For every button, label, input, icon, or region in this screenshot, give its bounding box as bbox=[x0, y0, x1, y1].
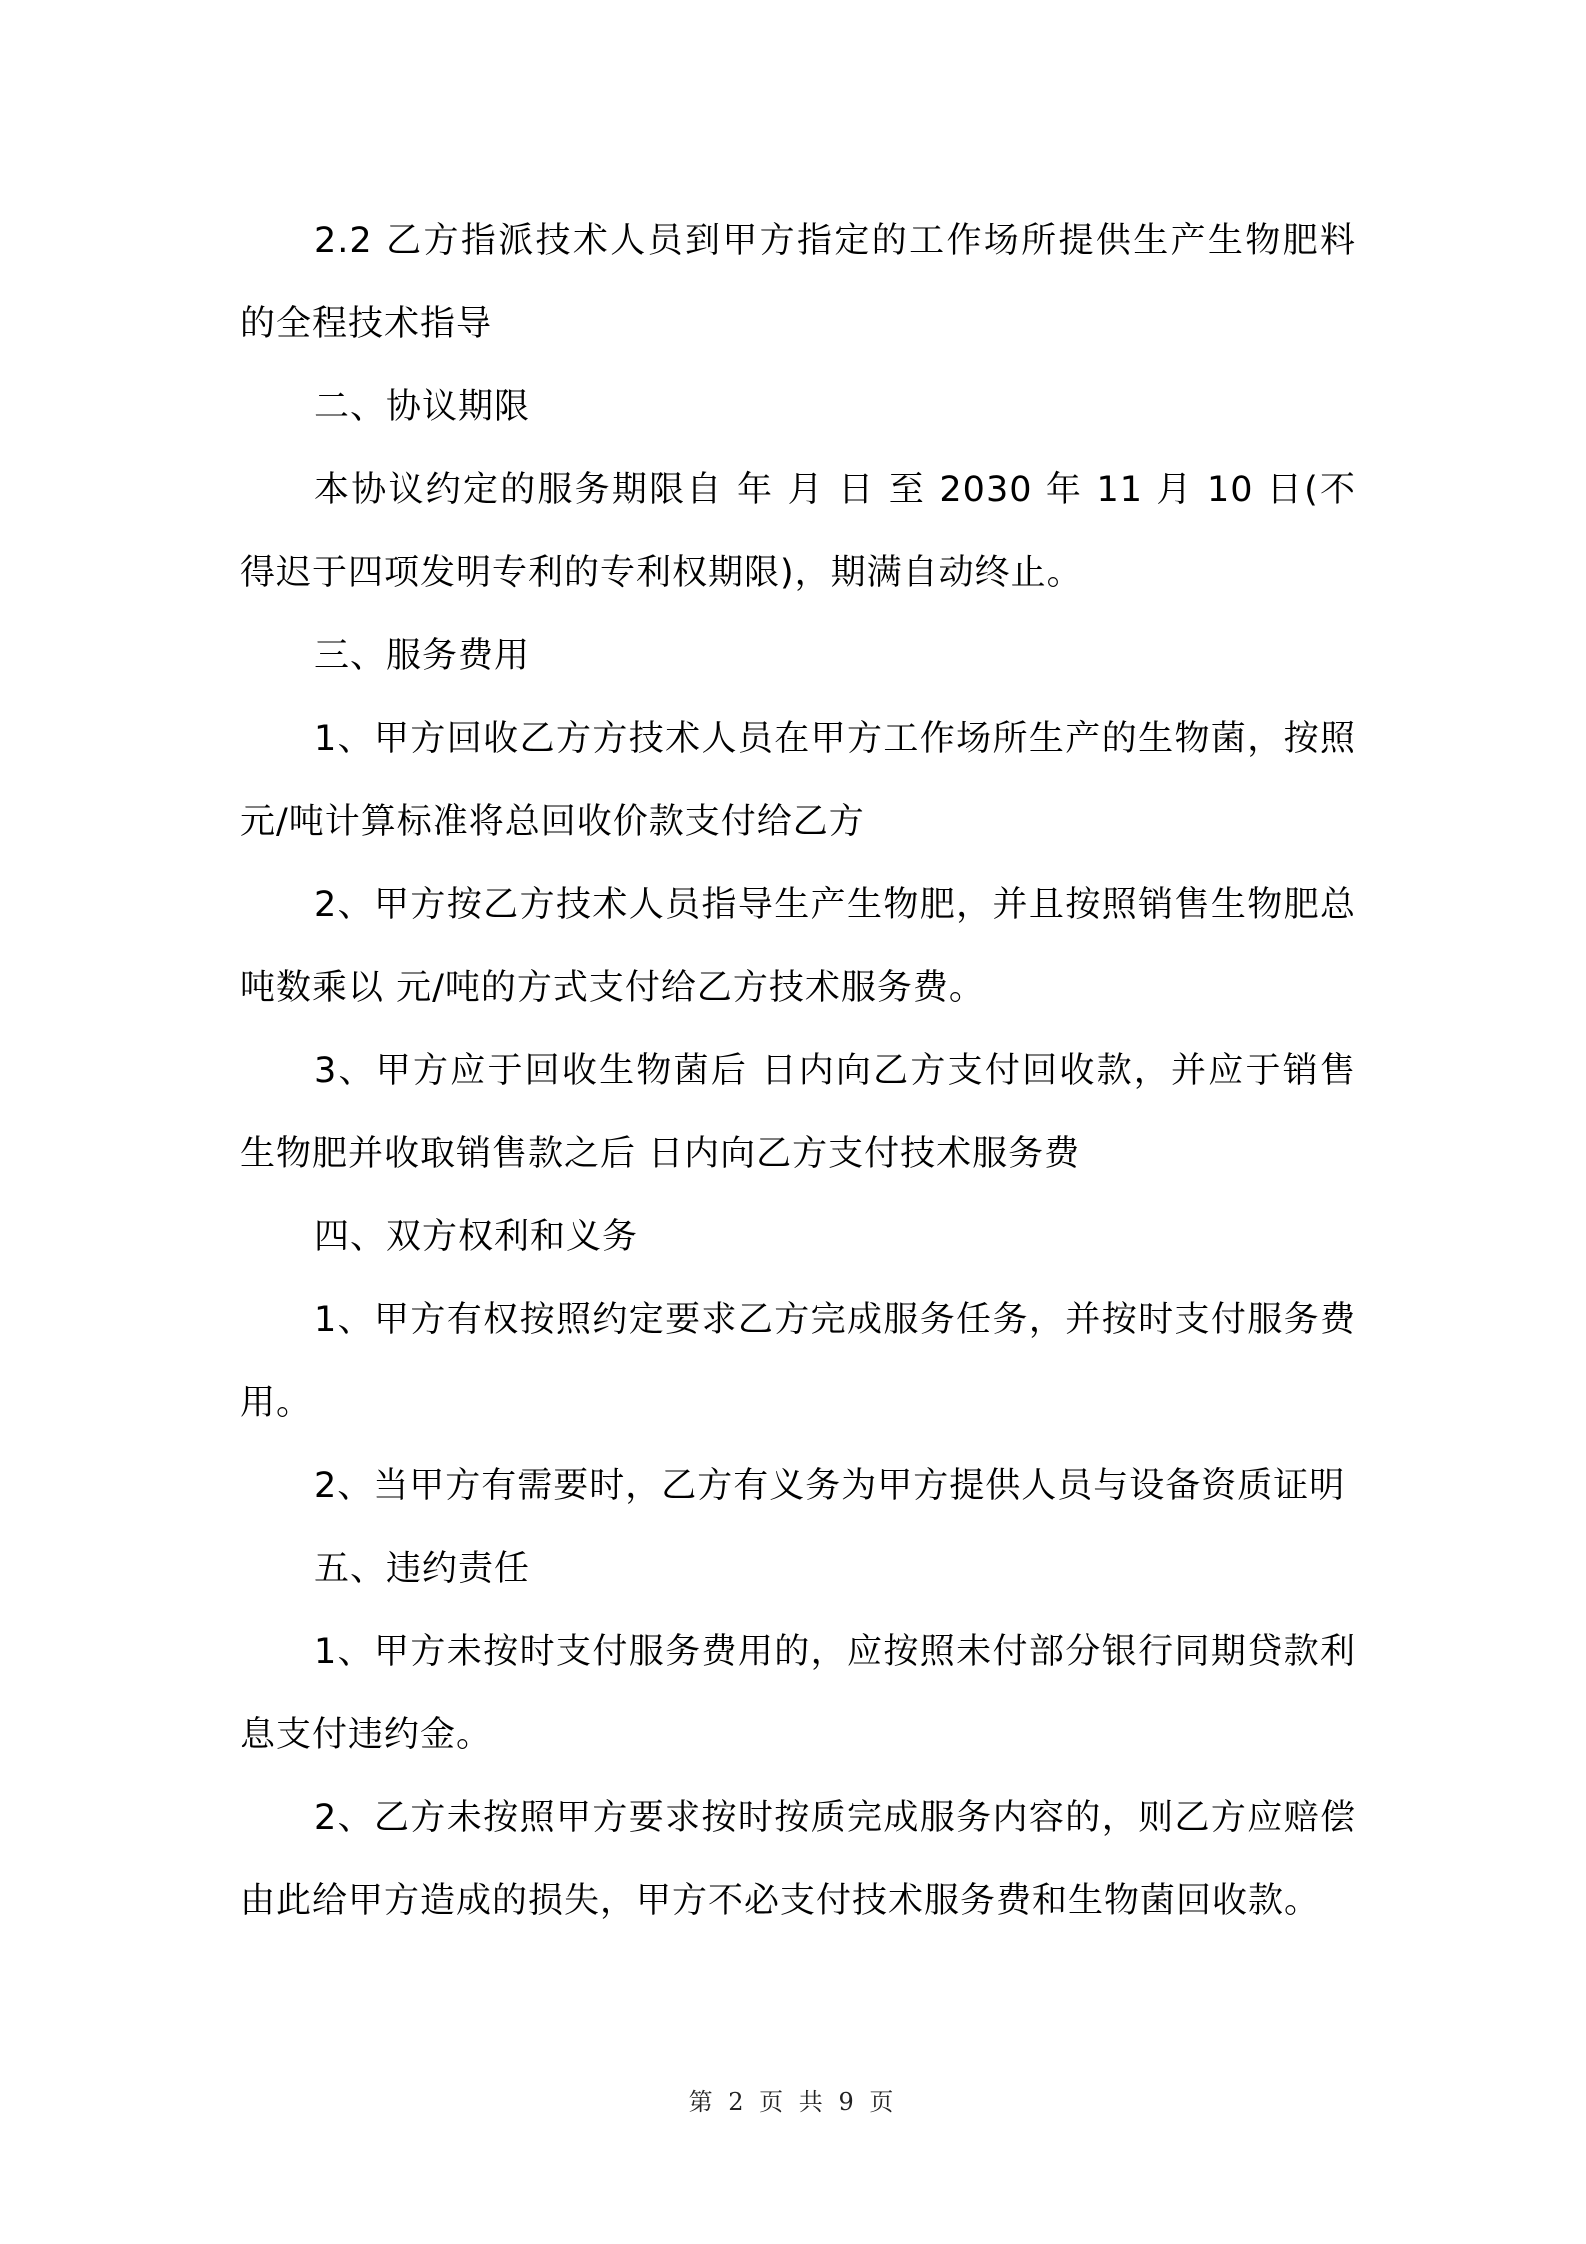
paragraph-fee-2: 2、甲方按乙方技术人员指导生产生物肥，并且按照销售生物肥总吨数乘以 元/吨的方式支付给乙方技术服务费。 bbox=[240, 885, 1356, 1008]
paragraph-liability-1: 1、甲方未按时支付服务费用的，应按照未付部分银行同期贷款利息支付违约金。 bbox=[240, 1632, 1356, 1755]
paragraph-fee-3: 3、甲方应于回收生物菌后 日内向乙方支付回收款，并应于销售生物肥并收取销售款之后 日内向乙方支付技术服务费 bbox=[240, 1051, 1356, 1174]
paragraph-2-2: 2.2 乙方指派技术人员到甲方指定的工作场所提供生产生物肥料的全程技术指导 bbox=[240, 221, 1356, 344]
heading-liability: 五、违约责任 bbox=[314, 1549, 531, 1589]
paragraph-service-term: 本协议约定的服务期限自 年 月 日 至 2030 年 11 月 10 日(不得迟于四项发明专利的专利权期限)，期满自动终止。 bbox=[240, 470, 1356, 593]
document-body bbox=[240, 200, 1356, 1943]
heading-rights-obligations: 四、双方权利和义务 bbox=[314, 1217, 639, 1257]
heading-service-fees: 三、服务费用 bbox=[314, 636, 531, 676]
paragraph-rights-1: 1、甲方有权按照约定要求乙方完成服务任务，并按时支付服务费用。 bbox=[240, 1300, 1356, 1423]
paragraph-fee-1: 1、甲方回收乙方方技术人员在甲方工作场所生产的生物菌，按照 元/吨计算标准将总回收价款支付给乙方 bbox=[240, 719, 1356, 842]
page-number-footer: 第 2 页 共 9 页 bbox=[688, 2088, 898, 2116]
heading-agreement-term: 二、协议期限 bbox=[314, 387, 531, 427]
paragraph-rights-2: 2、当甲方有需要时，乙方有义务为甲方提供人员与设备资质证明 bbox=[314, 1466, 1346, 1506]
paragraph-liability-2: 2、乙方未按照甲方要求按时按质完成服务内容的，则乙方应赔偿由此给甲方造成的损失，甲方不必支付技术服务费和生物菌回收款。 bbox=[240, 1798, 1356, 1921]
